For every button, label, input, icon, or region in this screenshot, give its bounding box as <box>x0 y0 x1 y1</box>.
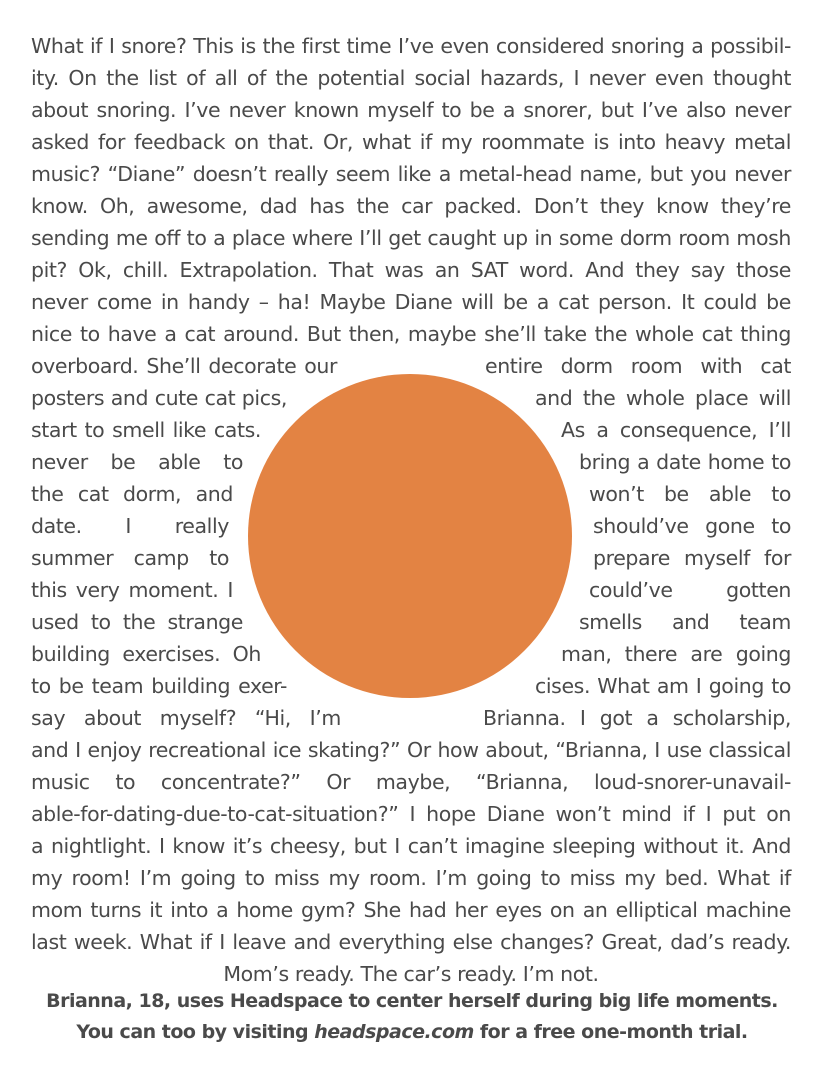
wrap-line-right: As a consequence, I’ll <box>561 418 791 442</box>
wrap-line-left: summer camp to <box>31 546 229 570</box>
wrap-line-left: start to smell like cats. <box>31 418 261 442</box>
wrap-line-left: this very moment. I <box>31 578 233 602</box>
wrap-line-right: won’t be able to <box>589 482 791 506</box>
wrap-line-right: could’ve gotten <box>589 578 791 602</box>
wrap-line-left: posters and cute cat pics, <box>31 386 287 410</box>
story-line: sending me off to a place where I’ll get caught up in some dorm room mosh <box>31 226 791 250</box>
story-line: ity. On the list of all of the potential social hazards, I never even thought <box>31 66 791 90</box>
wrap-line-left: used to the strange <box>31 610 243 634</box>
tagline-suffix: for a free one-month trial. <box>473 1021 748 1043</box>
story-line: never come in handy – ha! Maybe Diane will be a cat person. It could be <box>31 290 791 314</box>
wrap-line-right: should’ve gone to <box>593 514 791 538</box>
wrap-line-right: and the whole place will <box>535 386 791 410</box>
wrap-line-left: overboard. She’ll decorate our <box>31 354 337 378</box>
wrap-line-left: never be able to <box>31 450 243 474</box>
story-line: nice to have a cat around. But then, maybe she’ll take the whole cat thing <box>31 322 791 346</box>
tagline-line-1: Brianna, 18, uses Headspace to center herself during big life moments. <box>46 990 778 1012</box>
wrap-line-right: Brianna. I got a scholarship, <box>483 706 791 730</box>
story-line: What if I snore? This is the first time I’ve even considered snoring a possibil- <box>31 34 791 58</box>
orange-circle <box>248 374 572 698</box>
story-line: asked for feedback on that. Or, what if my roommate is into heavy metal <box>31 130 791 154</box>
story-line: my room! I’m going to miss my room. I’m going to miss my bed. What if <box>31 866 791 890</box>
story-line: pit? Ok, chill. Extrapolation. That was an SAT word. And they say those <box>31 258 791 282</box>
story-line: and I enjoy recreational ice skating?” Or how about, “Brianna, I use classical <box>31 738 791 762</box>
wrap-line-right: man, there are going <box>561 642 791 666</box>
wrap-line-left: to be team building exer- <box>31 674 287 698</box>
story-line: last week. What if I leave and everything else changes? Great, dad’s ready. <box>31 930 791 954</box>
story-line: about snoring. I’ve never known myself to be a snorer, but I’ve also never <box>31 98 791 122</box>
story-line: music? “Diane” doesn’t really seem like a metal-head name, but you never <box>31 162 791 186</box>
story-line: mom turns it into a home gym? She had her eyes on an elliptical machine <box>31 898 791 922</box>
wrap-line-left: the cat dorm, and <box>31 482 233 506</box>
story-line: a nightlight. I know it’s cheesy, but I can’t imagine sleeping without it. And <box>31 834 791 858</box>
story-line: able-for-dating-due-to-cat-situation?” I hope Diane won’t mind if I put on <box>31 802 791 826</box>
tagline-line-2 <box>20 1017 804 1047</box>
headspace-link[interactable]: headspace.com <box>314 1021 474 1043</box>
wrap-line-left: date. I really <box>31 514 229 538</box>
wrap-line-right: prepare myself for <box>593 546 791 570</box>
story-last-line: Mom’s ready. The car’s ready. I’m not. <box>223 962 599 986</box>
wrap-line-left: say about myself? “Hi, I’m <box>31 706 341 730</box>
story-line: know. Oh, awesome, dad has the car packed. Don’t they know they’re <box>31 194 791 218</box>
wrap-line-right: entire dorm room with cat <box>485 354 791 378</box>
wrap-line-right: smells and team <box>579 610 791 634</box>
wrap-line-right: cises. What am I going to <box>535 674 791 698</box>
wrap-line-left: building exercises. Oh <box>31 642 261 666</box>
story-line: music to concentrate?” Or maybe, “Brianna, loud-snorer-unavail- <box>31 770 791 794</box>
tagline-prefix: You can too by visiting <box>76 1021 315 1043</box>
wrap-line-right: bring a date home to <box>579 450 791 474</box>
